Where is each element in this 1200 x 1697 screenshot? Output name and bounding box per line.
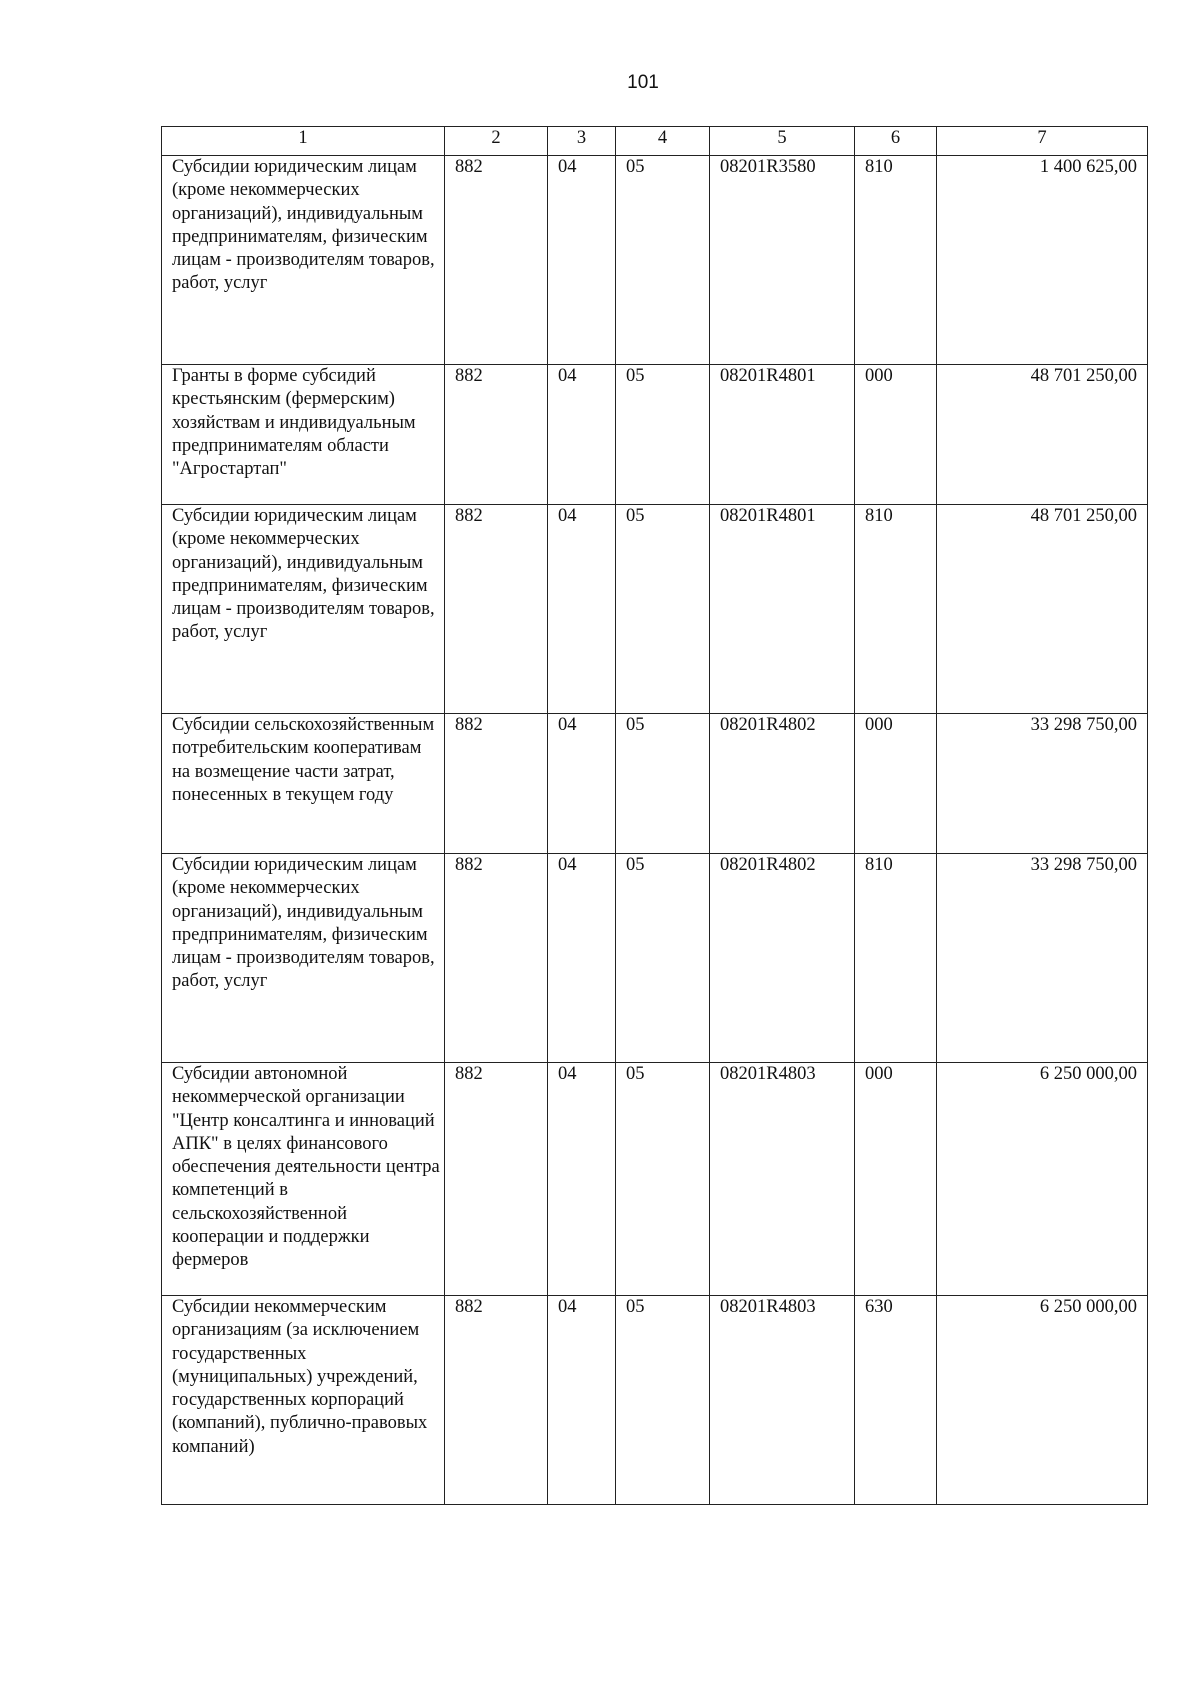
cell-col5: 08201R3580 (710, 156, 855, 365)
column-header: 7 (937, 127, 1148, 156)
budget-table (161, 126, 1148, 1505)
cell-col3: 04 (548, 1063, 616, 1296)
cell-amount: 33 298 750,00 (937, 714, 1148, 854)
cell-col2: 882 (445, 156, 548, 365)
cell-col4: 05 (616, 1296, 710, 1505)
cell-amount: 1 400 625,00 (937, 156, 1148, 365)
cell-col2: 882 (445, 365, 548, 505)
row-description: Субсидии некоммерческим организациям (за исключением государственных (муниципальных) учреждений, государственных корпораций (компаний), публично-правовых компаний) (162, 1296, 445, 1505)
cell-col5: 08201R4801 (710, 365, 855, 505)
row-description: Гранты в форме субсидий крестьянским (фермерским) хозяйствам и индивидуальным предпринимателям области "Агростартап" (162, 365, 445, 505)
cell-col4: 05 (616, 854, 710, 1063)
row-description: Субсидии юридическим лицам (кроме некоммерческих организаций), индивидуальным предпринимателям, физическим лицам - производителям товаров, работ, услуг (162, 505, 445, 714)
table-row (162, 365, 1148, 505)
cell-amount: 6 250 000,00 (937, 1296, 1148, 1505)
table-row (162, 505, 1148, 714)
cell-col6: 810 (855, 156, 937, 365)
cell-col6: 000 (855, 714, 937, 854)
cell-col6: 810 (855, 505, 937, 714)
cell-col3: 04 (548, 505, 616, 714)
row-description: Субсидии юридическим лицам (кроме некоммерческих организаций), индивидуальным предпринимателям, физическим лицам - производителям товаров, работ, услуг (162, 156, 445, 365)
row-description: Субсидии сельскохозяйственным потребительским кооперативам на возмещение части затрат, понесенных в текущем году (162, 714, 445, 854)
cell-col5: 08201R4801 (710, 505, 855, 714)
cell-col4: 05 (616, 505, 710, 714)
cell-col2: 882 (445, 1296, 548, 1505)
table-row (162, 1296, 1148, 1505)
cell-col3: 04 (548, 714, 616, 854)
cell-col2: 882 (445, 854, 548, 1063)
cell-col6: 630 (855, 1296, 937, 1505)
cell-col2: 882 (445, 505, 548, 714)
cell-col5: 08201R4803 (710, 1063, 855, 1296)
cell-col3: 04 (548, 854, 616, 1063)
table-row (162, 854, 1148, 1063)
table-row (162, 156, 1148, 365)
cell-col2: 882 (445, 1063, 548, 1296)
cell-col4: 05 (616, 1063, 710, 1296)
column-header: 1 (162, 127, 445, 156)
cell-amount: 6 250 000,00 (937, 1063, 1148, 1296)
cell-col4: 05 (616, 156, 710, 365)
header-row (162, 127, 1148, 156)
cell-col3: 04 (548, 1296, 616, 1505)
cell-amount: 48 701 250,00 (937, 505, 1148, 714)
column-header: 5 (710, 127, 855, 156)
cell-col3: 04 (548, 156, 616, 365)
cell-col6: 810 (855, 854, 937, 1063)
cell-col4: 05 (616, 365, 710, 505)
cell-col3: 04 (548, 365, 616, 505)
cell-col5: 08201R4802 (710, 854, 855, 1063)
column-header: 2 (445, 127, 548, 156)
cell-col5: 08201R4803 (710, 1296, 855, 1505)
page-number: 101 (627, 72, 659, 93)
row-description: Субсидии автономной некоммерческой организации "Центр консалтинга и инноваций АПК" в целях финансового обеспечения деятельности центра компетенций в сельскохозяйственной кооперации и поддержки фермеров (162, 1063, 445, 1296)
cell-col5: 08201R4802 (710, 714, 855, 854)
column-header: 6 (855, 127, 937, 156)
row-description: Субсидии юридическим лицам (кроме некоммерческих организаций), индивидуальным предпринимателям, физическим лицам - производителям товаров, работ, услуг (162, 854, 445, 1063)
cell-col4: 05 (616, 714, 710, 854)
column-header: 4 (616, 127, 710, 156)
cell-amount: 48 701 250,00 (937, 365, 1148, 505)
cell-amount: 33 298 750,00 (937, 854, 1148, 1063)
table-row (162, 1063, 1148, 1296)
cell-col2: 882 (445, 714, 548, 854)
column-header: 3 (548, 127, 616, 156)
cell-col6: 000 (855, 365, 937, 505)
table-row (162, 714, 1148, 854)
cell-col6: 000 (855, 1063, 937, 1296)
